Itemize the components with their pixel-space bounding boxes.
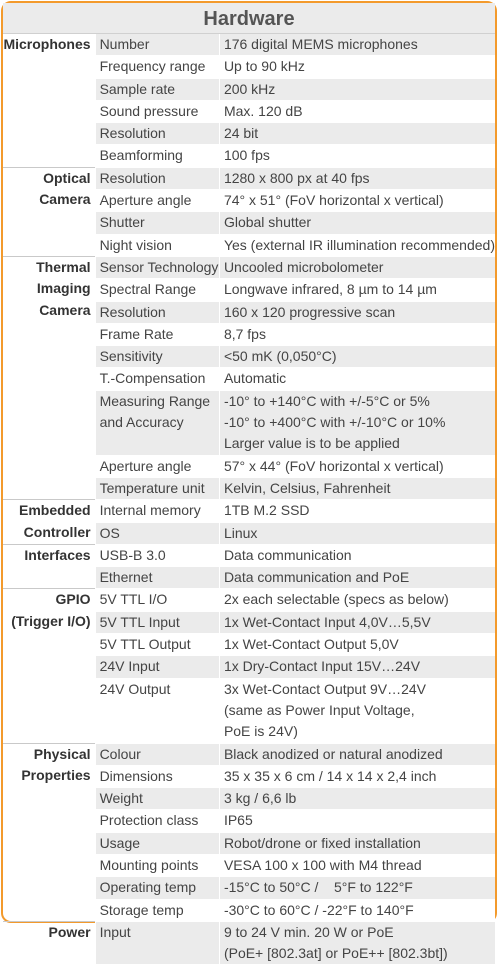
category-label-line: Embedded [18,502,91,519]
property-value [219,123,495,145]
property-value-line: 1280 x 800 px at 40 fps [223,169,370,186]
category-label-line: Camera [39,301,91,318]
property-name [95,123,219,145]
property-value [219,323,495,345]
property-name-line: Resolution [99,125,166,142]
property-value-line: Data communication and PoE [223,569,410,586]
property-name [95,589,219,611]
property-name-line: Measuring Range [99,392,211,409]
property-name-line: Resolution [99,169,166,186]
property-value [219,190,495,212]
property-name-line: Sensitivity [99,348,163,365]
property-name-line: Dimensions [99,767,173,784]
property-value [219,368,495,390]
property-value [219,788,495,810]
property-value-line: 74° x 51° (FoV horizontal x vertical) [223,192,444,209]
property-name [95,346,219,368]
spec-row [3,589,495,611]
property-value [219,56,495,78]
spec-row [3,167,495,189]
property-name-line: 24V Output [99,680,171,697]
property-value [219,656,495,678]
property-name-line: Frequency range [99,58,206,75]
property-value-line: 1x Wet-Contact Output 5,0V [223,636,399,653]
property-value [219,477,495,499]
spec-row [3,921,495,965]
property-name [95,788,219,810]
property-name [95,100,219,122]
property-value-line: 24 bit [223,125,259,142]
property-value [219,34,495,56]
property-value-line: (PoE+ [802.3at] or PoE++ [802.3bt]) [223,945,448,962]
property-value [219,234,495,256]
category-label [3,544,95,589]
property-name-line: Sample rate [99,80,176,97]
property-name-line: USB-B 3.0 [99,546,166,563]
category-label-line: Physical [33,745,91,762]
property-value-line: Yes (external IR illumination recommended) [223,236,495,253]
property-name-line: Storage temp [99,901,184,918]
property-name [95,899,219,921]
category-label-line: GPIO [55,591,91,608]
property-name [95,477,219,499]
category-label-line: Thermal [36,258,91,275]
property-name-line: Colour [99,745,141,762]
property-name-line: Shutter [99,214,145,231]
property-value-line: (same as Power Input Voltage, [223,701,415,718]
property-value [219,611,495,633]
property-name-line: Sensor Technology [99,258,219,275]
property-value-line: 8,7 fps [223,325,266,342]
property-value [219,522,495,544]
property-name-line: Beamforming [99,147,183,164]
property-value [219,832,495,854]
property-value-line: VESA 100 x 100 with M4 thread [223,856,422,873]
property-name [95,455,219,477]
property-name-line: Operating temp [99,879,197,896]
category-label [3,589,95,743]
property-name [95,368,219,390]
property-name-line: OS [99,524,120,541]
property-name-line: 5V TTL I/O [99,591,168,608]
property-value [219,678,495,743]
property-value-line: 57° x 44° (FoV horizontal x vertical) [223,457,444,474]
property-name-line: Number [99,36,150,52]
property-name [95,611,219,633]
property-value [219,854,495,876]
property-name [95,390,219,455]
property-value [219,921,495,965]
property-name [95,656,219,678]
property-value [219,743,495,765]
property-value-line: 3x Wet-Contact Output 9V…24V [223,680,427,697]
property-name [95,765,219,787]
property-name-line: Ethernet [99,569,153,586]
property-name-line: Usage [99,834,141,851]
property-name [95,212,219,234]
property-name-line: Protection class [99,812,199,829]
property-name-line: T.-Compensation [99,370,206,387]
property-value-line: -30°C to 60°C / -22°F to 140°F [223,901,414,918]
spec-row [3,743,495,765]
property-name [95,256,219,278]
property-value [219,145,495,167]
category-label-line: Optical [43,169,91,186]
page-title: Hardware [3,3,495,34]
property-value [219,78,495,100]
property-value [219,877,495,899]
property-value [219,589,495,611]
property-name [95,301,219,323]
property-value-line: Max. 120 dB [223,102,303,119]
property-value-line: Kelvin, Celsius, Fahrenheit [223,479,391,496]
property-value-line: Linux [223,524,258,541]
property-value [219,346,495,368]
property-value [219,279,495,301]
property-name [95,190,219,212]
property-name [95,279,219,301]
spec-table-body [3,34,495,965]
property-value-line: Global shutter [223,214,312,231]
property-value-line: 3 kg / 6,6 lb [223,790,297,807]
property-name [95,743,219,765]
property-name [95,634,219,656]
property-name-line: 24V Input [99,658,160,675]
category-label [3,167,95,256]
spec-sheet [1,1,497,962]
property-name-line: Temperature unit [99,479,205,496]
property-value [219,167,495,189]
property-value [219,810,495,832]
property-value-line: <50 mK (0,050°C) [223,348,337,365]
category-label [3,921,95,965]
spec-row [3,500,495,522]
property-value-line: 1TB M.2 SSD [223,502,310,519]
property-name-line: Night vision [99,236,172,253]
category-label [3,500,95,545]
property-name-line: Frame Rate [99,325,174,342]
spec-row [3,256,495,278]
property-name-line: Sound pressure [99,102,199,119]
property-value-line: 160 x 120 progressive scan [223,303,396,320]
category-label [3,34,95,167]
property-value [219,765,495,787]
property-name [95,832,219,854]
property-name [95,810,219,832]
property-value-line: Black anodized or natural anodized [223,745,443,762]
category-label-line: (Trigger I/O) [11,612,91,629]
property-value [219,544,495,566]
property-value-line: Data communication [223,546,352,563]
property-name-line: and Accuracy [99,414,184,431]
property-value-line: -10° to +140°C with +/-5°C or 5% [223,392,430,409]
property-name [95,167,219,189]
category-label-line: Microphones [3,36,91,52]
property-name [95,78,219,100]
category-label-line: Imaging [36,280,91,297]
property-value-line: Up to 90 kHz [223,58,305,75]
property-name [95,921,219,965]
property-value-line: 100 fps [223,147,270,164]
property-value-line: Longwave infrared, 8 µm to 14 µm [223,281,437,298]
category-label [3,743,95,921]
property-name-line: Aperture angle [99,457,192,474]
property-name-line: 5V TTL Input [99,613,180,630]
property-value-line: 2x each selectable (specs as below) [223,591,449,608]
property-value-line: Automatic [223,370,287,387]
property-value-line: Larger value is to be applied [223,435,400,452]
property-name-line: Internal memory [99,502,201,519]
property-value-line: Robot/drone or fixed installation [223,834,421,851]
property-value [219,500,495,522]
property-value [219,390,495,455]
property-name-line: Aperture angle [99,192,192,209]
property-name [95,854,219,876]
property-name [95,522,219,544]
property-value [219,256,495,278]
property-value-line: Uncooled microbolometer [223,258,384,275]
property-name [95,234,219,256]
property-value-line: 200 kHz [223,80,276,97]
category-label-line: Power [48,923,91,940]
property-name-line [100,433,219,454]
property-name-line: Resolution [99,303,166,320]
property-value [219,212,495,234]
property-value-line: IP65 [223,812,253,829]
spec-row [3,544,495,566]
property-value-line: 35 x 35 x 6 cm / 14 x 14 x 2,4 inch [223,767,437,784]
property-name [95,500,219,522]
category-label-line: Camera [39,191,91,208]
property-value [219,301,495,323]
property-name [95,56,219,78]
property-value-line: PoE is 24V) [223,723,298,740]
category-label [3,256,95,499]
spec-row [3,34,495,56]
property-value [219,634,495,656]
property-value [219,455,495,477]
category-label-line: Controller [23,523,91,540]
property-name [95,34,219,56]
property-value-line: 9 to 24 V min. 20 W or PoE [223,923,394,940]
property-value-line: 176 digital MEMS microphones [223,36,418,52]
property-value-line: 1x Wet-Contact Input 4,0V…5,5V [223,613,431,630]
property-name [95,145,219,167]
property-name [95,323,219,345]
property-name [95,678,219,743]
property-value [219,100,495,122]
property-value [219,567,495,589]
property-name-line: Weight [99,790,143,807]
spec-table [3,34,495,965]
property-value [219,899,495,921]
category-label-line: Properties [21,766,91,783]
property-name [95,544,219,566]
property-name [95,877,219,899]
property-name-line: 5V TTL Output [99,636,191,653]
property-name-line: Spectral Range [99,281,197,298]
property-name-line: Input [99,923,131,940]
category-label-line: Interfaces [24,546,91,563]
property-value-line: 1x Dry-Contact Input 15V…24V [223,658,421,675]
property-value-line: -15°C to 50°C / 5°F to 122°F [223,879,413,896]
property-name [95,567,219,589]
property-value-line: -10° to +400°C with +/-10°C or 10% [223,414,446,431]
property-name-line: Mounting points [99,856,199,873]
